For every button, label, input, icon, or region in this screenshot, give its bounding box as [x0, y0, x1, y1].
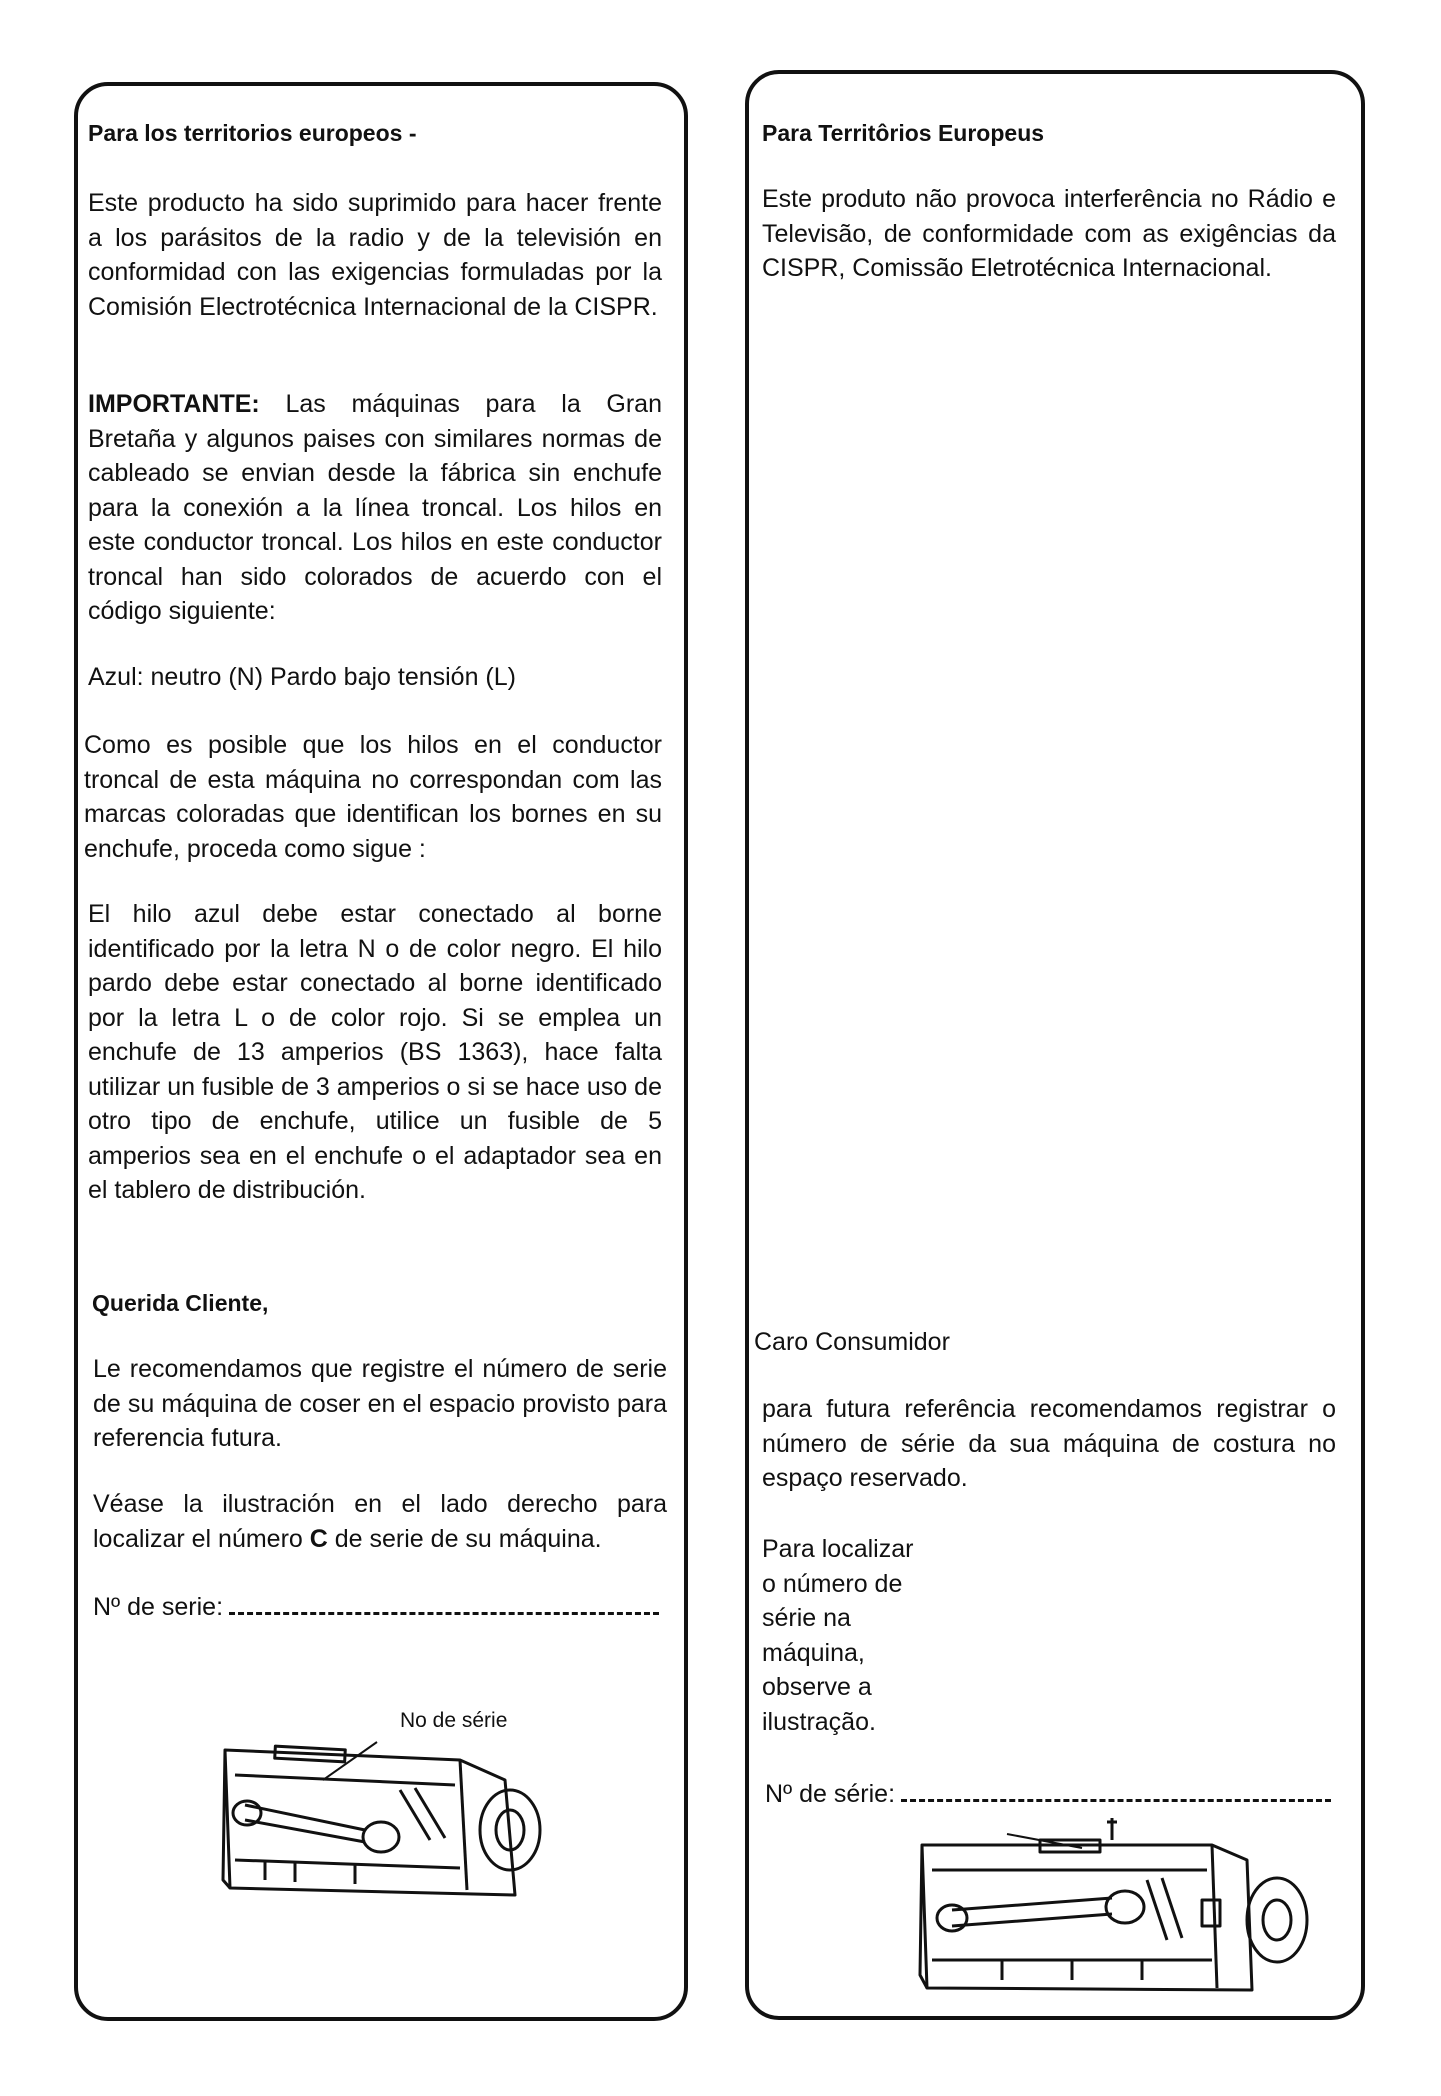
right-locate-line: máquina,	[762, 1638, 865, 1667]
left-paragraph-register: Le recomendamos que registre el número de serie de su máquina de coser en el espacio provisto para referencia futura.	[93, 1355, 667, 1452]
illustration-text-a: Véase la ilustración en el lado derecho para localizar el número	[93, 1490, 667, 1553]
left-wire-colors: Azul: neutro (N) Pardo bajo tensión (L)	[88, 663, 516, 691]
left-serial-field	[93, 1590, 659, 1625]
right-paragraph-cispr: Este produto não provoca interferência no Rádio e Televisão, de conformidade com as exigências da CISPR, Comissão Eletrotécnica Internacional.	[762, 185, 1336, 282]
important-text: Las máquinas para la Gran Bretaña y algunos paises con similares normas de cableado se envian desde la fábrica sin enchufe para la conexión a la línea troncal. Los hilos en este conductor troncal. Los hilos en este conductor troncal han sido colorados de acuerdo con el código siguiente:	[88, 390, 662, 625]
right-locate-line: Para localizar	[762, 1535, 914, 1563]
right-greeting: Caro Consumidor	[754, 1328, 950, 1356]
right-locate-line: ilustração.	[762, 1707, 876, 1736]
right-heading: Para Territôrios Europeus	[762, 120, 1045, 146]
right-serial-label: Nº de série:	[765, 1780, 896, 1808]
important-label: IMPORTANTE:	[88, 390, 260, 418]
right-locate-line: o número de	[762, 1569, 903, 1598]
illustration-text-b: de serie de su máquina.	[327, 1524, 602, 1553]
sewing-machine-illustration-left	[205, 1720, 555, 1920]
left-serial-blank	[229, 1612, 659, 1615]
left-illustration-label: No de série	[400, 1709, 508, 1732]
left-serial-label: Nº de serie:	[93, 1593, 224, 1621]
right-paragraph-register: para futura referência recomendamos registrar o número de série da sua máquina de costura no espaço reservado.	[762, 1395, 1336, 1492]
left-greeting: Querida Cliente,	[92, 1290, 269, 1316]
left-paragraph-fuse: El hilo azul debe estar conectado al borne identificado por la letra N o de color negro. El hilo pardo debe estar conectado al borne identificado por la letra L o de color rojo. Si se emplea un enchufe de 13 amperios (BS 1363), hace falta utilizar un fusible de 3 amperios o si se hace uso de otro tipo de enchufe, utilice un fusible de 5 amperios sea en el enchufe o el adaptador sea en el tablero de distribución.	[88, 900, 662, 1204]
left-paragraph-illustration	[93, 1487, 667, 1556]
right-locate-text	[762, 1532, 913, 1739]
right-locate-line: série na	[762, 1604, 851, 1632]
sewing-machine-illustration-right	[912, 1800, 1312, 2010]
left-paragraph-wires: Como es posible que los hilos en el conductor troncal de esta máquina no correspondan com las marcas coloradas que identifican los bornes en su enchufe, proceda como sigue :	[84, 731, 662, 863]
left-heading: Para los territorios europeos -	[88, 120, 417, 146]
left-paragraph-cispr: Este producto ha sido suprimido para hacer frente a los parásitos de la radio y de la televisión en conformidad con las exigencias formuladas por la Comisión Electrotécnica Internacional de la CISPR.	[88, 189, 662, 321]
right-locate-line: observe a	[762, 1673, 872, 1701]
illustration-letter-c: C	[309, 1524, 328, 1553]
left-paragraph-important	[88, 387, 662, 629]
